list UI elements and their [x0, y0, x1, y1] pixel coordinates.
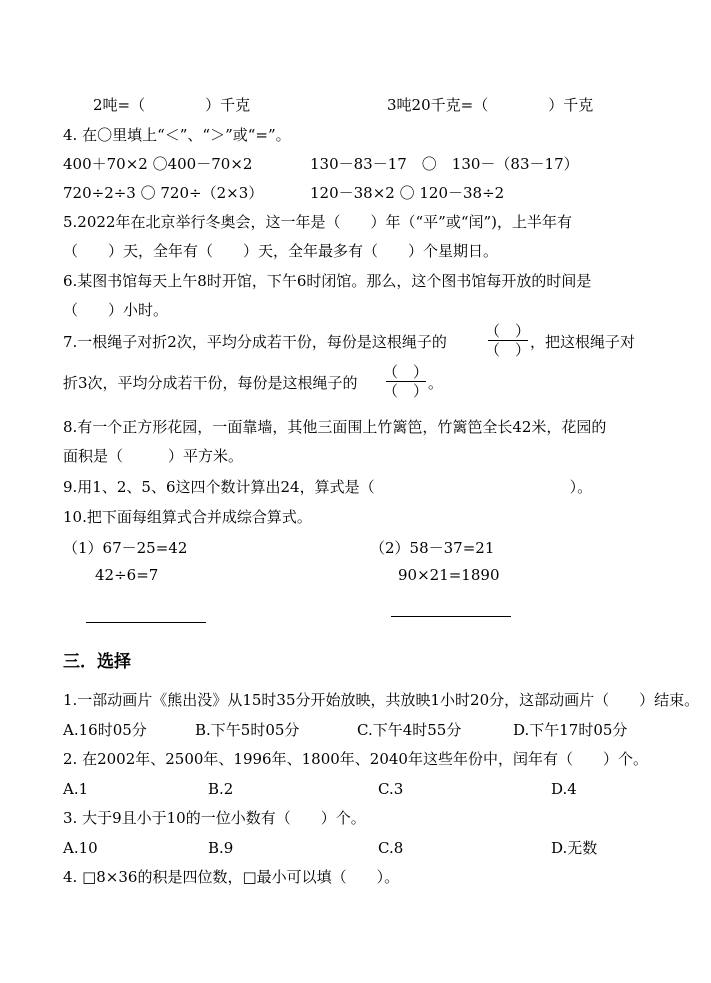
choice-3-option-a: A.10: [63, 839, 98, 857]
compare-row2-left: 720÷2÷3 〇 720÷（2×3）: [63, 184, 264, 202]
choice-2-option-b: B.2: [208, 780, 234, 798]
compare-row1-right: 130－83－17 〇 130－（83－17）: [310, 155, 579, 173]
choice-1-option-a: A.16时05分: [63, 721, 147, 739]
choice-3-option-c: C.8: [378, 839, 404, 857]
choice-1-option-d: D.下午17时05分: [513, 721, 628, 739]
question-9: 9.用1、2、5、6这四个数计算出24，算式是（ ）。: [63, 478, 593, 496]
group1-step1: （1）67－25=42: [63, 539, 188, 557]
group2-step2: 90×21=1890: [398, 566, 500, 584]
choice-2-option-a: A.1: [63, 780, 89, 798]
fraction-denominator: （ ）: [485, 341, 531, 359]
question-5-line1: 5.2022年在北京举行冬奥会，这一年是（ ）年（“平”或“闰”)，上半年有: [63, 213, 573, 231]
question-7-line1: 7.一根绳子对折2次，平均分成若干份，每份是这根绳子的: [63, 333, 447, 351]
question-4-title: 4. 在〇里填上“＜”、“＞”或“=”。: [63, 126, 291, 144]
fraction-numerator: （ ）: [485, 322, 531, 340]
question-7-line1-end: ，把这根绳子对: [530, 333, 636, 351]
choice-3-option-d: D.无数: [551, 839, 598, 857]
compare-row1-left: 400＋70×2 〇400－70×2: [63, 155, 253, 173]
fraction-blank-2: [383, 363, 428, 400]
fraction-denominator: （ ）: [383, 382, 429, 400]
choice-question-2: 2. 在2002年、2500年、1996年、1800年、2040年这些年份中，闰年有（ ）个。: [63, 750, 648, 768]
question-7-line2-end: 。: [428, 374, 444, 392]
conversion-tons-kg-2: 3吨20千克=（ ）千克: [387, 96, 594, 114]
conversion-tons-kg: 2吨=（ ）千克: [93, 96, 251, 114]
question-6-line2: （ ）小时。: [63, 301, 169, 319]
answer-line-group1: [86, 622, 206, 623]
choice-1-option-c: C.下午4时55分: [357, 721, 462, 739]
choice-question-4: 4. □8×36的积是四位数，□最小可以填（ ）。: [63, 868, 400, 886]
section-heading-choice: 三．选择: [63, 652, 131, 672]
choice-2-option-c: C.3: [378, 780, 404, 798]
choice-2-option-d: D.4: [551, 780, 577, 798]
choice-question-1: 1.一部动画片《熊出没》从15时35分开始放映，共放映1小时20分，这部动画片（ ）结束。: [63, 691, 700, 709]
question-8-line1: 8.有一个正方形花园，一面靠墙，其他三面围上竹篱笆，竹篱笆全长42米，花园的: [63, 418, 607, 436]
question-7-line2: 折3次，平均分成若干份，每份是这根绳子的: [63, 374, 358, 392]
group2-step1: （2）58－37=21: [370, 539, 495, 557]
group1-step2: 42÷6=7: [95, 566, 159, 584]
choice-3-option-b: B.9: [208, 839, 234, 857]
question-5-line2: （ ）天，全年有（ ）天，全年最多有（ ）个星期日。: [63, 242, 499, 260]
compare-row2-right: 120－38×2 〇 120－38÷2: [310, 184, 505, 202]
fraction-blank-1: [485, 322, 530, 359]
fraction-numerator: （ ）: [383, 363, 429, 381]
answer-line-group2: [391, 616, 511, 617]
question-6-line1: 6.某图书馆每天上午8时开馆，下午6时闭馆。那么，这个图书馆每开放的时间是: [63, 272, 592, 290]
question-8-line2: 面积是（ ）平方米。: [63, 447, 244, 465]
question-10-title: 10.把下面每组算式合并成综合算式。: [63, 508, 312, 526]
choice-question-3: 3. 大于9且小于10的一位小数有（ ）个。: [63, 809, 366, 827]
choice-1-option-b: B.下午5时05分: [195, 721, 300, 739]
